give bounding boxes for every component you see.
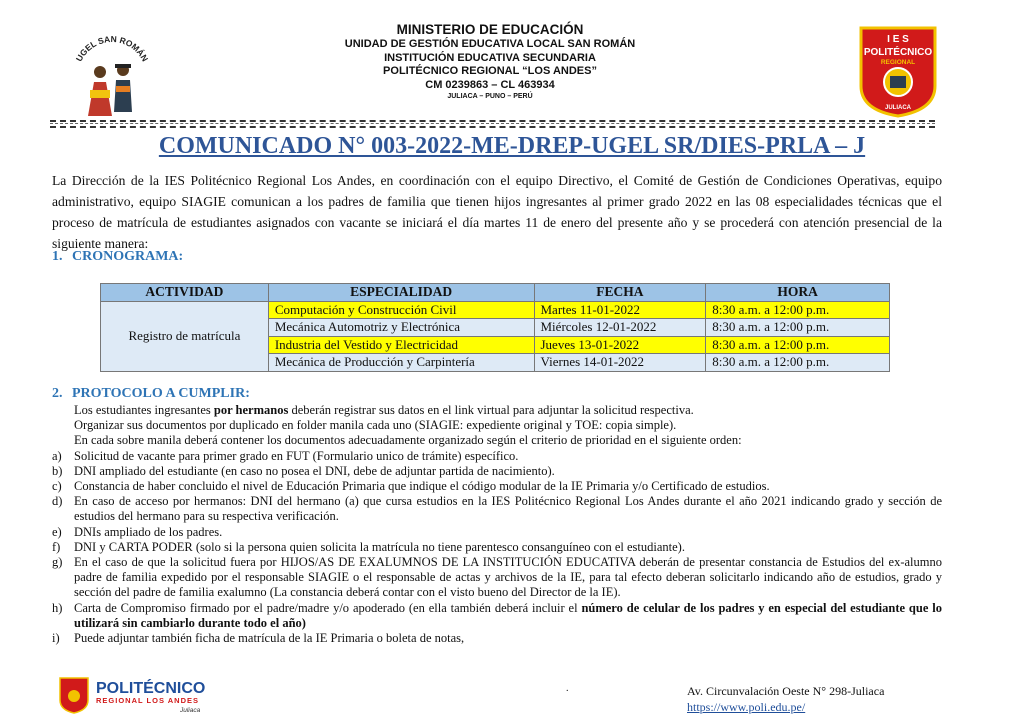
institution-location: JULIACA – PUNO – PERÚ <box>447 93 533 100</box>
especialidad-cell: Industria del Vestido y Electricidad <box>268 336 534 354</box>
protocol-paragraph: En cada sobre manila deberá contener los documentos adecuadamente organizado según el criterio de prioridad en el siguiente orden: <box>74 433 742 448</box>
hora-cell: 8:30 a.m. a 12:00 p.m. <box>706 354 890 372</box>
especialidad-cell: Mecánica Automotriz y Electrónica <box>268 319 534 337</box>
list-item: c) Constancia de haber concluido el nivel de Educación Primaria que indique el código modular de la IE Primaria y/o Certificado de estudios. <box>52 479 770 494</box>
list-item: b) DNI ampliado del estudiante (en caso no posea el DNI, debe de adjuntar partida de nacimiento). <box>52 463 555 478</box>
hora-cell: 8:30 a.m. a 12:00 p.m. <box>706 319 890 337</box>
col-hora: HORA <box>706 284 890 302</box>
fecha-cell: Jueves 13-01-2022 <box>534 336 706 354</box>
footer-website-link[interactable]: https://www.poli.edu.pe/ <box>687 700 806 714</box>
especialidad-cell: Mecánica de Producción y Carpintería <box>268 354 534 372</box>
list-item: e) DNIs ampliado de los padres. <box>52 524 223 539</box>
ministry-name: MINISTERIO DE EDUCACIÓN <box>396 22 584 37</box>
list-item: i) Puede adjuntar también ficha de matrícula de la IE Primaria o boleta de notas, <box>52 631 465 646</box>
list-item: g) En el caso de que la solicitud fuera por HIJOS/AS DE EXALUMNOS DE LA INSTITUCIÓN EDUCATIVA deberán de presentar constancia de Estudios del ex-alumno padre de familia expedido por el responsable SIAGIE o el responsable de actas y archivos de la IE, para tal efecto deberan solicitarlo indicando año de estudios, grado y sección del padre de familia exalumno (La constancia deberá contar con el visto bueno del Director de la IE). <box>52 555 942 600</box>
activity-cell: Registro de matrícula <box>101 301 269 371</box>
hora-cell: 8:30 a.m. a 12:00 p.m. <box>706 336 890 354</box>
ugel-logo <box>60 30 160 120</box>
svg-text:REGIONAL: REGIONAL <box>880 59 916 66</box>
institution-header <box>240 22 740 102</box>
protocol-body <box>52 403 942 646</box>
svg-text:I E S: I E S <box>887 34 909 45</box>
list-item: d) En caso de acceso por hermanos: DNI del hermano (a) que cursa estudios en la IES Politécnico Regional Los Andes durante el año 2021 indicando grado y sección de estudios del hermano para su respectiva verificación. <box>52 494 942 524</box>
svg-text:POLITÉCNICO: POLITÉCNICO <box>863 47 933 58</box>
schedule-table <box>100 283 890 372</box>
fecha-cell: Martes 11-01-2022 <box>534 301 706 319</box>
section-protocolo-heading: 2. PROTOCOLO A CUMPLIR: <box>52 386 250 401</box>
footer-dot: . <box>566 683 569 694</box>
letterhead <box>0 20 1024 120</box>
ies-politecnico-logo <box>855 24 941 118</box>
institution-codes: CM 0239863 – CL 463934 <box>425 78 555 91</box>
especialidad-cell: Computación y Construcción Civil <box>268 301 534 319</box>
header-separator <box>50 120 935 128</box>
col-fecha: FECHA <box>534 284 706 302</box>
protocol-paragraph: Organizar sus documentos por duplicado en folder manila cada uno (SIAGIE: expediente original y TOE: copia simple). <box>74 418 677 433</box>
svg-text:JULIACA: JULIACA <box>884 105 912 111</box>
footer-politecnico-logo <box>58 674 218 714</box>
footer-address-block <box>687 683 884 715</box>
protocol-paragraph: Los estudiantes ingresantes por hermanos deberán registrar sus datos en el link virtual para adjuntar la solicitud respectiva. <box>74 403 694 417</box>
fecha-cell: Miércoles 12-01-2022 <box>534 319 706 337</box>
institution-type: INSTITUCIÓN EDUCATIVA SECUNDARIA <box>384 51 596 64</box>
svg-text:UGEL SAN ROMÁN: UGEL SAN ROMÁN <box>73 33 151 64</box>
table-header-row <box>101 284 890 302</box>
list-item: h) Carta de Compromiso firmado por el padre/madre y/o apoderado (en ella también deberá incluir el número de celular de los padres y en especial del estudiante que lo utilizará sin cambiarlo durante todo el año) <box>52 600 942 630</box>
list-item: a) Solicitud de vacante para primer grado en FUT (Formulario unico de trámite) específico. <box>52 448 519 463</box>
section-cronograma-heading: 1. CRONOGRAMA: <box>52 249 184 264</box>
institution-name: POLITÉCNICO REGIONAL “LOS ANDES” <box>383 65 597 77</box>
svg-text:Juliaca: Juliaca <box>180 707 201 714</box>
list-item: f) DNI y CARTA PODER (solo si la persona quien solicita la matrícula no tiene parentesco consanguíneo con el estudiante). <box>52 539 685 554</box>
col-actividad: ACTIVIDAD <box>101 284 269 302</box>
communique-title: COMUNICADO N° 003-2022-ME-DREP-UGEL SR/DIES-PRLA – J <box>158 133 866 159</box>
table-row <box>101 301 890 319</box>
svg-text:POLITÉCNICO: POLITÉCNICO <box>96 680 206 697</box>
svg-text:REGIONAL LOS ANDES: REGIONAL LOS ANDES <box>96 696 200 705</box>
intro-paragraph: La Dirección de la IES Politécnico Regional Los Andes, en coordinación con el equipo Directivo, el Comité de Gestión de Condiciones Operativas, equipo administrativo, equipo SIAGIE comunican a los padres de familia que tienen hijos ingresantes al primer grado 2022 en las 08 especialidades técnicas que el proceso de matrícula de estudiantes asignados con vacante se iniciará el día martes 11 de enero del presente año y se procederá con atención presencial de la siguiente manera: <box>52 173 942 251</box>
col-especialidad: ESPECIALIDAD <box>268 284 534 302</box>
hora-cell: 8:30 a.m. a 12:00 p.m. <box>706 301 890 319</box>
footer-address: Av. Circunvalación Oeste N° 298-Juliaca <box>687 684 885 698</box>
ugel-name: UNIDAD DE GESTIÓN EDUCATIVA LOCAL SAN ROMÁN <box>344 38 636 50</box>
fecha-cell: Viernes 14-01-2022 <box>534 354 706 372</box>
